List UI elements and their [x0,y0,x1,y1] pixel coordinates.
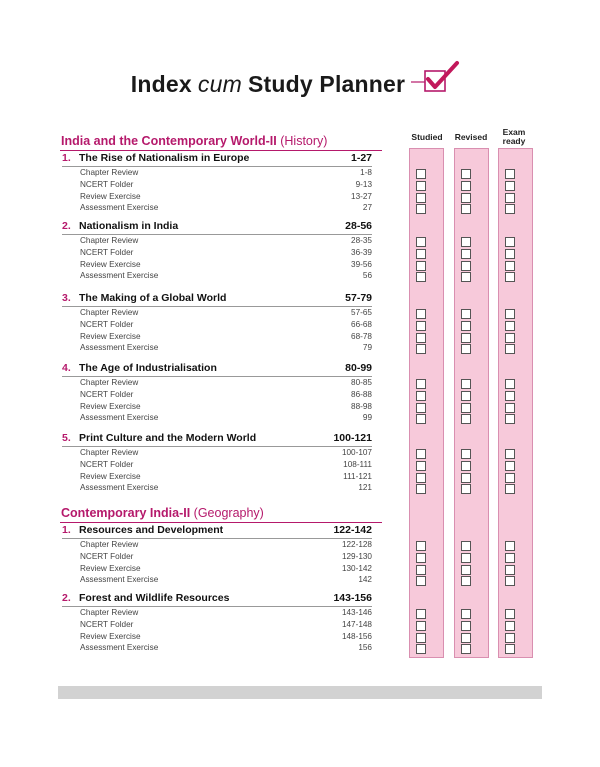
chapter-number: 1. [62,524,71,536]
chapter-subitem [80,378,372,387]
subitem-label: Chapter Review [80,540,139,549]
chapter-divider [62,538,372,539]
chapter-title: Print Culture and the Modern World [79,432,257,444]
subitem-pages: 99 [362,413,372,423]
studied-checkbox[interactable] [416,204,426,214]
chapter-subitem [80,271,372,280]
chapter-subitem [80,248,372,257]
exam-ready-checkbox[interactable] [505,344,515,354]
studied-checkbox[interactable] [416,621,426,631]
revised-checkbox[interactable] [461,272,471,282]
exam-ready-checkbox[interactable] [505,261,515,271]
studied-checkbox[interactable] [416,169,426,179]
studied-checkbox[interactable] [416,414,426,424]
chapter-number: 5. [62,432,71,444]
revised-checkbox[interactable] [461,204,471,214]
exam-ready-checkbox[interactable] [505,333,515,343]
subitem-pages: 143-146 [341,608,372,617]
chapter-divider [62,446,372,447]
chapter-heading [62,152,372,164]
exam-ready-checkbox[interactable] [505,169,515,179]
revised-checkbox[interactable] [461,309,471,319]
exam-ready-checkbox[interactable] [505,449,515,459]
revised-checkbox[interactable] [461,321,471,331]
subitem-pages: 156 [358,643,372,653]
studied-checkbox[interactable] [416,461,426,471]
studied-checkbox[interactable] [416,272,426,282]
chapter-title: The Making of a Global World [79,292,227,304]
chapter-subitem [80,203,372,212]
chapter-subitem [80,472,372,481]
chapter-heading [62,432,372,444]
section-subject: (History) [276,134,328,148]
section-heading [61,134,327,148]
revised-column [454,148,489,658]
exam-ready-checkbox[interactable] [505,403,515,413]
subitem-label: NCERT Folder [80,319,134,329]
revised-checkbox[interactable] [461,333,471,343]
studied-checkbox[interactable] [416,333,426,343]
revised-checkbox[interactable] [461,249,471,259]
revised-checkbox[interactable] [461,193,471,203]
subitem-label: NCERT Folder [80,619,134,629]
exam-ready-checkbox[interactable] [505,249,515,259]
chapter-heading [62,220,372,232]
exam-ready-checkbox[interactable] [505,321,515,331]
chapter-pages: 80-99 [345,362,372,374]
exam-ready-checkbox[interactable] [505,204,515,214]
exam-ready-checkbox[interactable] [505,644,515,654]
subitem-pages: 100-107 [341,448,372,457]
chapter-title: The Age of Industrialisation [79,362,217,374]
subitem-label: Assessment Exercise [80,203,159,213]
subitem-label: Review Exercise [80,631,141,641]
chapter-number: 2. [62,220,71,232]
exam-ready-checkbox[interactable] [505,621,515,631]
revised-checkbox[interactable] [461,565,471,575]
subitem-pages: 121 [358,483,372,493]
chapter-subitem [80,192,372,201]
subitem-pages: 108-111 [343,459,372,469]
subitem-label: NCERT Folder [80,247,134,257]
chapter-subitem [80,413,372,422]
column-header-exam-ready: Exam ready [502,127,526,146]
subitem-label: Review Exercise [80,331,141,341]
subitem-label: Chapter Review [80,608,139,617]
chapter-subitem [80,575,372,584]
subitem-pages: 27 [362,203,372,213]
studied-checkbox[interactable] [416,576,426,586]
exam-ready-checkbox[interactable] [505,181,515,191]
chapter-pages: 28-56 [345,220,372,232]
studied-checkbox[interactable] [416,484,426,494]
exam-ready-checkbox[interactable] [505,553,515,563]
chapter-subitem [80,343,372,352]
revised-checkbox[interactable] [461,461,471,471]
studied-checkbox[interactable] [416,644,426,654]
title-cum: cum [197,70,242,97]
chapter-pages: 1-27 [350,152,372,164]
chapter-subitem [80,236,372,245]
revised-checkbox[interactable] [461,553,471,563]
section-subject: (Geography) [190,506,264,520]
studied-checkbox[interactable] [416,473,426,483]
subitem-pages: 57-65 [351,308,372,317]
subitem-pages: 68-78 [351,331,372,341]
chapter-subitem [80,552,372,561]
chapter-subitem [80,448,372,457]
chapter-heading [62,592,372,604]
studied-column [409,148,444,658]
title-study-planner: Study Planner [247,70,406,97]
chapter-divider [62,234,372,235]
studied-checkbox[interactable] [416,261,426,271]
subitem-pages: 122-128 [341,540,372,549]
revised-checkbox[interactable] [461,473,471,483]
revised-checkbox[interactable] [461,633,471,643]
revised-checkbox[interactable] [461,379,471,389]
revised-checkbox[interactable] [461,576,471,586]
chapter-pages: 100-121 [333,432,372,444]
section-divider [60,522,382,523]
chapter-divider [62,306,372,307]
checkmark-icon [411,60,469,102]
chapter-divider [62,606,372,607]
subitem-label: Assessment Exercise [80,643,159,653]
studied-checkbox[interactable] [416,391,426,401]
subitem-label: Review Exercise [80,191,141,201]
subitem-label: Review Exercise [80,259,141,269]
studied-checkbox[interactable] [416,193,426,203]
chapter-subitem [80,620,372,629]
revised-checkbox[interactable] [461,609,471,619]
revised-checkbox[interactable] [461,403,471,413]
chapter-number: 3. [62,292,71,304]
revised-checkbox[interactable] [461,449,471,459]
revised-checkbox[interactable] [461,344,471,354]
subitem-label: Assessment Exercise [80,271,159,281]
exam-ready-checkbox[interactable] [505,609,515,619]
exam-ready-checkbox[interactable] [505,379,515,389]
subitem-pages: 88-98 [351,401,372,411]
subitem-pages: 28-35 [351,236,372,245]
chapter-number: 2. [62,592,71,604]
subitem-pages: 147-148 [341,619,372,629]
subitem-label: NCERT Folder [80,551,134,561]
subitem-pages: 86-88 [351,389,372,399]
chapter-pages: 143-156 [333,592,372,604]
studied-checkbox[interactable] [416,403,426,413]
chapter-title: Forest and Wildlife Resources [79,592,230,604]
studied-checkbox[interactable] [416,449,426,459]
studied-checkbox[interactable] [416,321,426,331]
section-heading [61,506,264,520]
studied-checkbox[interactable] [416,181,426,191]
studied-checkbox[interactable] [416,344,426,354]
chapter-subitem [80,320,372,329]
page-title [0,66,600,102]
chapter-subitem [80,260,372,269]
subitem-label: NCERT Folder [80,389,134,399]
subitem-pages: 142 [358,575,372,585]
subitem-pages: 9-13 [355,179,372,189]
footer-bar [58,686,542,699]
chapter-pages: 57-79 [345,292,372,304]
chapter-subitem [80,180,372,189]
revised-checkbox[interactable] [461,621,471,631]
exam-ready-checkbox[interactable] [505,309,515,319]
revised-checkbox[interactable] [461,484,471,494]
exam-ready-checkbox[interactable] [505,541,515,551]
exam-ready-checkbox[interactable] [505,565,515,575]
chapter-subitem [80,540,372,549]
exam-ready-checkbox[interactable] [505,633,515,643]
subitem-label: Chapter Review [80,378,139,387]
studied-checkbox[interactable] [416,249,426,259]
revised-checkbox[interactable] [461,644,471,654]
subitem-label: Assessment Exercise [80,413,159,423]
chapter-subitem [80,483,372,492]
studied-checkbox[interactable] [416,553,426,563]
subitem-pages: 148-156 [341,631,372,641]
revised-checkbox[interactable] [461,391,471,401]
studied-checkbox[interactable] [416,633,426,643]
exam-ready-checkbox[interactable] [505,473,515,483]
exam-ready-checkbox[interactable] [505,193,515,203]
chapter-divider [62,166,372,167]
chapter-divider [62,376,372,377]
studied-checkbox[interactable] [416,565,426,575]
exam-ready-column [498,148,533,658]
chapter-subitem [80,564,372,573]
exam-ready-checkbox[interactable] [505,484,515,494]
chapter-subitem [80,308,372,317]
subitem-pages: 36-39 [351,247,372,257]
chapter-number: 1. [62,152,71,164]
subitem-label: Assessment Exercise [80,343,159,353]
chapter-subitem [80,460,372,469]
subitem-label: Review Exercise [80,401,141,411]
subitem-pages: 80-85 [351,378,372,387]
revised-checkbox[interactable] [461,181,471,191]
exam-ready-checkbox[interactable] [505,391,515,401]
studied-checkbox[interactable] [416,379,426,389]
chapter-subitem [80,402,372,411]
chapter-number: 4. [62,362,71,374]
studied-checkbox[interactable] [416,237,426,247]
chapter-title: The Rise of Nationalism in Europe [79,152,250,164]
subitem-pages: 129-130 [341,551,372,561]
subitem-label: NCERT Folder [80,179,134,189]
subitem-pages: 66-68 [351,319,372,329]
subitem-label: Assessment Exercise [80,483,159,493]
chapter-pages: 122-142 [333,524,372,536]
exam-ready-checkbox[interactable] [505,272,515,282]
subitem-label: Review Exercise [80,471,141,481]
subitem-label: NCERT Folder [80,459,134,469]
chapter-title: Resources and Development [79,524,224,536]
exam-ready-checkbox[interactable] [505,576,515,586]
revised-checkbox[interactable] [461,261,471,271]
subitem-pages: 111-121 [343,471,372,481]
section-title: India and the Contemporary World-II [61,134,277,148]
chapter-heading [62,292,372,304]
column-header-revised: Revised [454,132,488,142]
chapter-title: Nationalism in India [79,220,179,232]
chapter-subitem [80,643,372,652]
chapter-heading [62,362,372,374]
exam-ready-checkbox[interactable] [505,414,515,424]
subitem-pages: 1-8 [360,168,372,177]
chapter-subitem [80,608,372,617]
subitem-label: Review Exercise [80,563,141,573]
studied-checkbox[interactable] [416,541,426,551]
title-index: Index [130,70,192,97]
studied-checkbox[interactable] [416,309,426,319]
subitem-label: Assessment Exercise [80,575,159,585]
chapter-subitem [80,332,372,341]
chapter-heading [62,524,372,536]
subitem-label: Chapter Review [80,448,139,457]
chapter-subitem [80,168,372,177]
subitem-pages: 79 [362,343,372,353]
revised-checkbox[interactable] [461,541,471,551]
subitem-label: Chapter Review [80,168,139,177]
subitem-pages: 130-142 [341,563,372,573]
section-divider [60,150,382,151]
revised-checkbox[interactable] [461,414,471,424]
section-title: Contemporary India-II [61,506,191,520]
studied-checkbox[interactable] [416,609,426,619]
subitem-label: Chapter Review [80,236,139,245]
chapter-subitem [80,632,372,641]
subitem-label: Chapter Review [80,308,139,317]
revised-checkbox[interactable] [461,169,471,179]
revised-checkbox[interactable] [461,237,471,247]
chapter-subitem [80,390,372,399]
subitem-pages: 39-56 [351,259,372,269]
exam-ready-checkbox[interactable] [505,237,515,247]
exam-ready-checkbox[interactable] [505,461,515,471]
column-header-studied: Studied [411,132,443,142]
subitem-pages: 13-27 [351,191,372,201]
subitem-pages: 56 [362,271,372,281]
